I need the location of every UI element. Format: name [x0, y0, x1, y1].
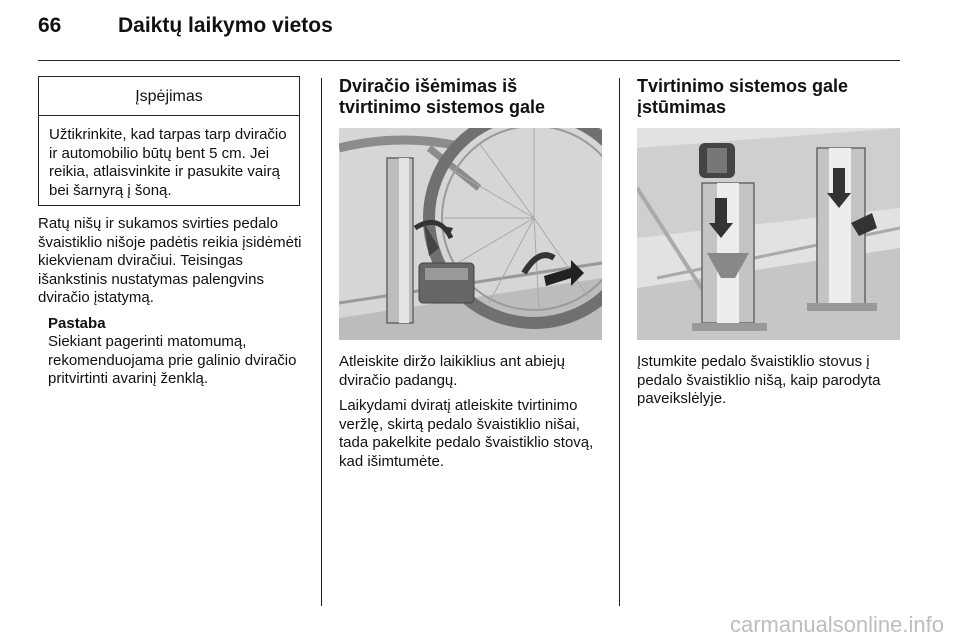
header-rule	[38, 60, 900, 61]
warning-box	[38, 76, 300, 206]
column-divider-1	[321, 78, 322, 606]
page-number: 66	[38, 14, 62, 37]
page-title: Daiktų laikymo vietos	[118, 14, 333, 37]
column-1-text	[38, 215, 308, 396]
warning-text: Užtikrinkite, kad tarpas tarp dviračio ir automobilio būtų bent 5 cm. Jei reikia, atlaisvinkite ir pasukite vairą bei šarnyrą į šoną.	[49, 126, 287, 199]
bike-removal-figure	[339, 128, 602, 340]
page-header	[38, 14, 900, 50]
column-3	[637, 76, 902, 416]
crank-holder-illustration	[637, 128, 900, 340]
note-text: Siekiant pagerinti matomumą, rekomenduojama prie galinio dviračio pritvirtinti avarinį ženklą.	[48, 333, 297, 387]
column-1-paragraph: Ratų nišų ir sukamos svirties pedalo švaistiklio nišoje padėtis reikia įsidėmėti kiekvienam dviračiui. Teisingas išankstinis nustatymas palengvins dviračio įstatymą.	[38, 215, 302, 306]
section-heading-insertion: Tvirtinimo sistemos gale įstūmimas	[637, 76, 849, 117]
insertion-step: Įstumkite pedalo švaistiklio stovus į pedalo švaistiklio nišą, kaip parodyta paveikslėlyje.	[637, 353, 881, 407]
removal-step-2: Laikydami dviratį atleiskite tvirtinimo veržlę, skirtą pedalo švaistiklio nišai, tada pakelkite pedalo švaistiklio stovą, kad išimtumėte.	[339, 397, 594, 470]
column-2	[339, 76, 604, 478]
warning-title: Įspėjimas	[39, 77, 299, 116]
removal-step-1: Atleiskite diržo laikiklius ant abiejų dviračio padangų.	[339, 353, 565, 389]
watermark: carmanualsonline.info	[729, 612, 944, 637]
crank-holder-figure	[637, 128, 900, 340]
note-title: Pastaba	[48, 314, 106, 332]
section-heading-removal: Dviračio išėmimas iš tvirtinimo sistemos gale	[339, 76, 546, 117]
column-divider-2	[619, 78, 620, 606]
note	[48, 315, 308, 389]
bike-removal-illustration	[339, 128, 602, 340]
